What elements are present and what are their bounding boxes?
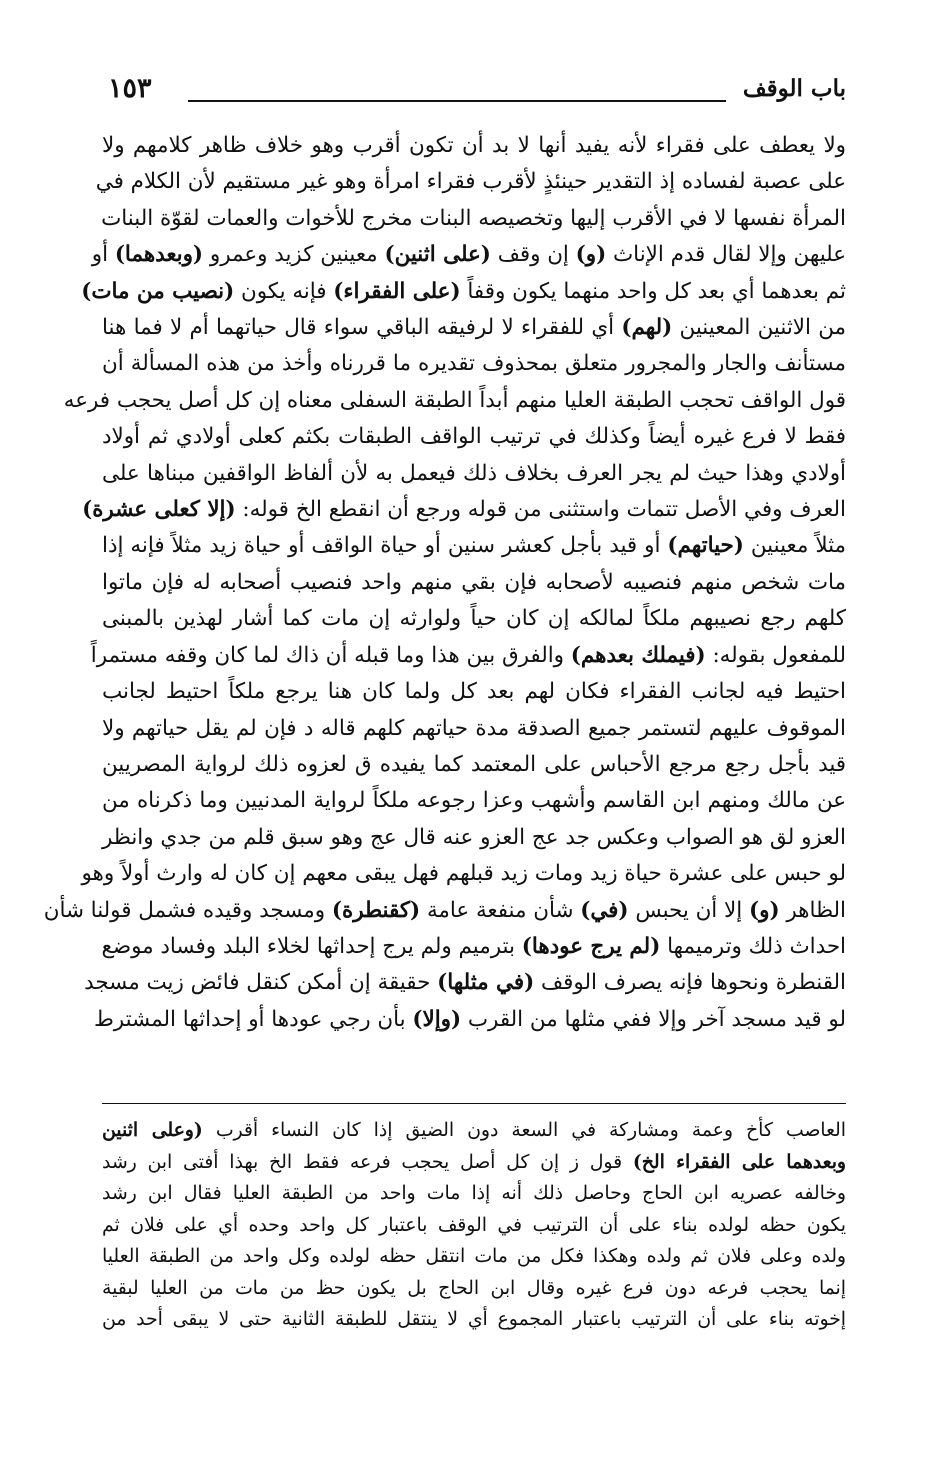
commentary-text: بترميم ولم يرج إحداثها لخلاء البلد وفساد موضع xyxy=(101,933,522,959)
main-text-line xyxy=(102,528,846,564)
commentary-text: احداث ذلك وترميمها xyxy=(660,933,846,959)
commentary-text: العرف وفي الأصل تتمات واستثنى من قوله ورجع أن انقطع الخ قوله: xyxy=(235,497,846,523)
main-text-line xyxy=(81,856,846,892)
bold-matn-text: (و) xyxy=(749,897,780,923)
commentary-text: إلا أن يحبس xyxy=(628,897,749,923)
bold-matn-text: (لهم) xyxy=(621,315,673,341)
commentary-text: القنطرة ونحوها فإنه يصرف الوقف xyxy=(534,970,846,996)
main-text-line xyxy=(81,274,846,310)
commentary-text: يكون حظه لولده بناء على أن الترتيب في الوقف باعتبار كل واحد وحده أي على فلان ثم xyxy=(102,1214,846,1236)
footnote-line xyxy=(102,1147,846,1179)
commentary-text: فقط لا فرع غيره أيضاً وكذلك في ترتيب الواقف الطبقات بكثم كعلى أولادي ثم أولاد xyxy=(102,424,846,450)
bold-matn-text: (و) xyxy=(575,242,607,268)
commentary-text: إن وقف xyxy=(490,242,576,268)
commentary-text: مستأنف والجار والمجرور متعلق بمحذوف تقديره ما قررناه وأخذ من هذه المسألة أن xyxy=(102,351,846,377)
footnote-line xyxy=(102,1178,846,1210)
bold-matn-text: (إلا كعلى عشرة) xyxy=(82,497,236,523)
commentary-text: ولا يعطف على فقراء لأنه يفيد أنها لا بد أن تكون أقرب وهو خلاف ظاهر كلامهم ولا xyxy=(102,133,846,158)
commentary-text: الموقوف عليهم لتستمر جميع الصدقة مدة حياتهم كلهم قاله د فإن لم يقل حياتهم ولا xyxy=(102,715,846,741)
main-text-line xyxy=(102,783,846,819)
main-text-line xyxy=(90,638,846,674)
commentary-text: الظاهر xyxy=(779,897,846,923)
bold-matn-text: (كقنطرة) xyxy=(331,897,421,923)
commentary-text: لو قيد مسجد آخر وإلا ففي مثلها من القرب xyxy=(461,1006,846,1032)
footnote-line xyxy=(102,1273,846,1305)
commentary-text: مثلاً معينين xyxy=(743,533,846,559)
commentary-text: وخالفه عصريه ابن الحاج وحاصل ذلك أنه إذا مات واحد من الطبقة العليا فقال ابن رشد xyxy=(102,1183,846,1204)
commentary-text: ومسجد وقيده فشمل قولنا شأن xyxy=(43,897,332,923)
main-text-line xyxy=(102,820,846,856)
main-text-line xyxy=(102,346,846,382)
commentary-text: للمفعول بقوله: xyxy=(705,642,846,668)
commentary-text: قول الواقف تحجب الطبقة العليا منهم أبداً الطبقة السفلى معناه إن كل أصل يحجب فرعه xyxy=(63,387,846,413)
page-number: ١٥٣ xyxy=(108,73,152,104)
main-text-line xyxy=(63,383,846,419)
main-text-line xyxy=(43,893,846,929)
bold-matn-text: (وإلا) xyxy=(412,1006,462,1032)
commentary-text: على عصبة لفساده إذ التقدير حينئذٍ لأقرب فقراء امرأة وهو غير مستقيم لأن الكلام في xyxy=(95,169,846,195)
main-text-line xyxy=(102,128,846,164)
main-text-line xyxy=(93,1002,846,1038)
commentary-text: والفرق بين هذا وما قبله أن ذاك لما كان وقفه مستمراً xyxy=(90,642,571,668)
main-text-line xyxy=(102,565,846,601)
main-text-line xyxy=(102,201,846,237)
commentary-text: شأن منفعة عامة xyxy=(420,897,581,923)
bold-matn-text: (وبعدهما) xyxy=(114,242,204,268)
bold-matn-text: (فيملك بعدهم) xyxy=(570,642,706,668)
main-text-line xyxy=(82,492,846,528)
bold-matn-text: (على اثنين) xyxy=(384,242,491,268)
footnote-line xyxy=(102,1210,846,1242)
commentary-text: أو قيد بأجل كعشر سنين أو حياة الواقف أو حياة زيد مثلاً فإنه إذا xyxy=(102,533,668,559)
commentary-text: أو xyxy=(91,242,115,268)
main-text-line xyxy=(102,310,846,346)
bold-matn-text: (لم يرج عودها) xyxy=(521,933,661,959)
main-text-line xyxy=(102,419,846,455)
main-text-line xyxy=(102,601,846,637)
main-text-line xyxy=(102,711,846,747)
footnotes-block xyxy=(102,1115,846,1336)
commentary-text: المرأة نفسها لا في الأقرب إليها وتخصيصه البنات مخرج للأخوات والعمات لقوّة البنات xyxy=(101,205,846,231)
main-text-line xyxy=(102,929,846,965)
commentary-text: ثم بعدهما أي بعد كل واحد منهما يكون وقفاً xyxy=(460,278,846,304)
commentary-text: قول ز إن كل أصل يحجب فرعه فقط الخ بهذا أفتى ابن رشد xyxy=(102,1151,633,1173)
commentary-text: كلهم رجع نصيبهم ملكاً لمالكه إن كان حياً ولوارثه إن مات كما أشار لهذين بالمبنى xyxy=(102,606,846,632)
main-text-line xyxy=(102,456,846,492)
commentary-text: العزو لق هو الصواب وعكس جد عج العزو عنه قال عج وهو سبق قلم من جدي وانظر xyxy=(102,824,846,850)
bold-matn-text: (في مثلها) xyxy=(437,970,535,996)
main-text-line xyxy=(84,965,846,1001)
bold-matn-text: وبعدهما على الفقراء الخ) xyxy=(632,1150,846,1173)
commentary-text: ولده وعلى فلان ثم ولده وهكذا فكل من مات انتقل حظه لولده وكل واحد من الطبقة العليا xyxy=(102,1246,846,1267)
commentary-text: فإنه يكون xyxy=(234,278,334,304)
main-text-block xyxy=(43,128,846,1038)
running-header xyxy=(108,74,846,114)
main-text-line xyxy=(102,747,846,783)
commentary-text: قيد بأجل رجع مرجع الأحباس على المعتمد كما يفيده ق لعزوه ذلك لرواية المصريين xyxy=(102,751,846,777)
footnote-separator xyxy=(102,1103,846,1104)
commentary-text: عليهن وإلا لقال قدم الإناث xyxy=(606,242,846,268)
main-text-line xyxy=(102,674,846,710)
commentary-text: احتيط فيه لجانب الفقراء فكان لهم بعد كل ولما كان هنا يرجع ملكاً احتيط لجانب xyxy=(102,679,846,705)
main-text-line xyxy=(95,164,846,200)
commentary-text: مات شخص منهم فنصيبه لأصحابه فإن بقي منهم واحد فنصيب أصحابه له فإن ماتوا xyxy=(102,569,846,595)
bold-matn-text: (نصيب من مات) xyxy=(81,278,235,304)
commentary-text: حقيقة إن أمكن كنقل فائض زيت مسجد xyxy=(84,970,438,996)
bold-matn-text: (وعلى اثنين xyxy=(102,1119,203,1141)
commentary-text: أي للفقراء لا لرفيقه الباقي سواء قال حياتهما أم لا فما هنا xyxy=(102,315,622,341)
bold-matn-text: (في) xyxy=(580,897,629,923)
commentary-text: لو حبس على عشرة حياة زيد ومات زيد قبلهم فهل يبقى معهم إن كان له وارث أولاً وهو xyxy=(81,861,846,887)
commentary-text: إخوته بناء على أن الترتيب باعتبار المجموع أي لا ينتقل للطبقة الثانية حتى لا يبقى أحد من xyxy=(102,1309,846,1330)
footnote-line xyxy=(102,1304,846,1336)
commentary-text: من الاثنين المعينين xyxy=(672,315,846,341)
main-text-line xyxy=(91,237,846,273)
footnote-line xyxy=(102,1241,846,1273)
footnote-line xyxy=(102,1115,846,1147)
commentary-text: إنما يحجب فرعه دون فرع غيره وقال ابن الحاج بل يكون حظ من مات من العليا لبقية xyxy=(102,1277,846,1299)
bold-matn-text: (حياتهم) xyxy=(667,533,744,559)
commentary-text: عن مالك ومنهم ابن القاسم وأشهب وعزا رجوعه ملكاً لرواية المدنيين وما ذكرناه من xyxy=(102,788,846,814)
commentary-text: أولادي وهذا حيث لم يجر العرف بخلاف ذلك فيعمل به لأن ألفاظ الواقفين مبناها على xyxy=(102,460,846,486)
header-rule xyxy=(188,100,726,102)
commentary-text: العاصب كأخ وعمة ومشاركة في السعة دون الضيق إذا كان النساء أقرب xyxy=(202,1120,846,1141)
chapter-title: باب الوقف xyxy=(742,75,846,102)
bold-matn-text: (على الفقراء) xyxy=(333,278,461,304)
commentary-text: بأن رجي عودها أو إحداثها المشترط xyxy=(93,1006,413,1032)
commentary-text: معينين كزيد وعمرو xyxy=(203,242,385,268)
